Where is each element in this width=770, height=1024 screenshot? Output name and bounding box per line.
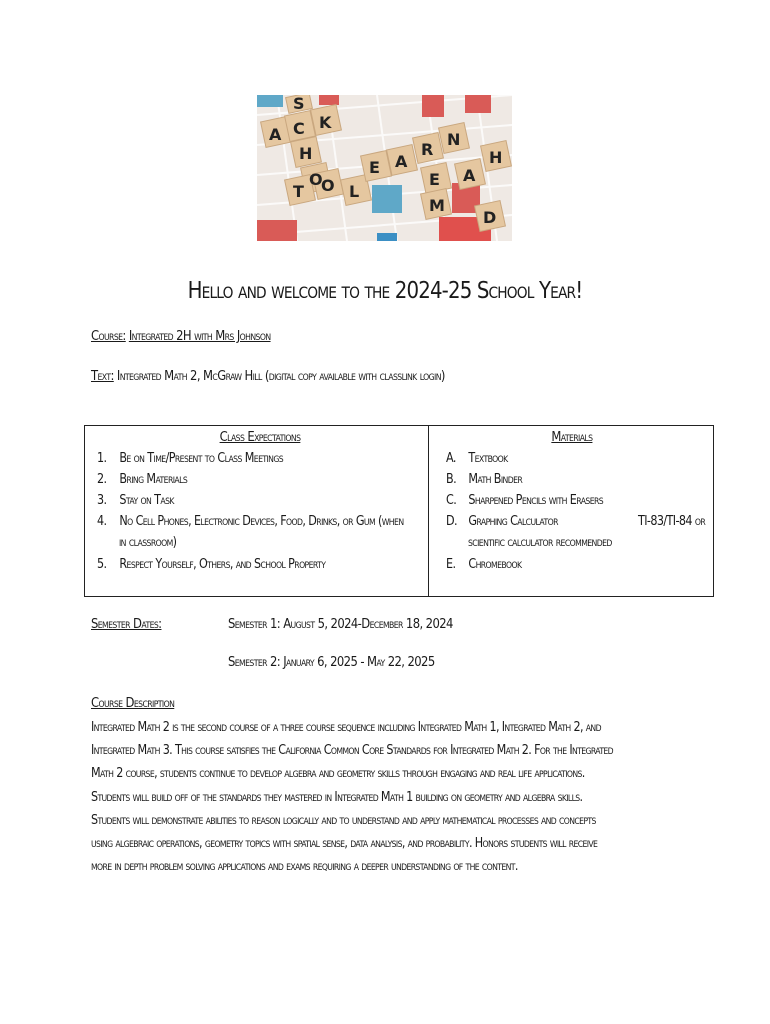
description-line: Students will demonstrate abilities to reason logically and to understand and apply mathematical processes and concepts	[91, 812, 596, 828]
expectations-materials-table	[84, 425, 714, 597]
expectation-item-5: 5. Respect Yourself, Others, and School Property	[97, 557, 326, 572]
table-divider	[428, 426, 429, 596]
expectation-item-4: 4. No Cell Phones, Electronic Devices, Food, Drinks, or Gum (when	[97, 514, 404, 529]
svg-text:N: N	[447, 130, 461, 149]
svg-text:K: K	[319, 113, 332, 132]
svg-text:A: A	[269, 125, 282, 144]
course-value: Integrated 2H with Mrs Johnson	[128, 328, 271, 344]
material-item-d-cont: scientific calculator recommended	[468, 535, 612, 550]
svg-text:E: E	[369, 158, 380, 177]
expectations-heading: Class Expectations	[219, 429, 301, 445]
material-item-a: A. Textbook	[446, 451, 508, 466]
expectation-item-3: 3. Stay on Task	[97, 493, 174, 508]
description-line: Integrated Math 3. This course satisfies the California Common Core Standards for Integrated Math 2. For the Integrated	[91, 743, 613, 759]
svg-text:D: D	[483, 208, 497, 227]
description-line: Students will build off of the standards they mastered in Integrated Math 1 building on geometry and algebra skills.	[91, 789, 583, 805]
svg-text:O: O	[309, 170, 323, 189]
svg-text:L: L	[349, 182, 360, 201]
svg-text:S: S	[293, 95, 305, 113]
text-value: Integrated Math 2, McGraw Hill (digital copy available with classlink login)	[116, 368, 445, 384]
svg-text:H: H	[299, 144, 313, 163]
svg-text:M: M	[429, 196, 445, 215]
text-label: Text:	[91, 368, 114, 384]
course-label: Course:	[91, 328, 126, 344]
page-title: Hello and welcome to the 2024-25 School Year!	[187, 278, 583, 304]
svg-text:C: C	[293, 119, 305, 138]
svg-text:A: A	[395, 152, 408, 171]
materials-heading: Materials	[551, 429, 593, 445]
svg-text:E: E	[429, 170, 440, 189]
description-heading: Course Description	[91, 695, 175, 711]
material-item-c: C. Sharpened Pencils with Erasers	[446, 493, 604, 508]
material-item-d-right: TI-83/TI-84 or	[638, 514, 706, 529]
material-item-e: E. Chromebook	[446, 557, 522, 572]
description-line: using algebraic operations, geometry topics with spatial sense, data analysis, and probability. Honors students will receive	[91, 836, 598, 852]
material-item-d: D. Graphing Calculator	[446, 514, 558, 529]
description-line: Math 2 course, students continue to develop algebra and geometry skills through engaging and real life applications.	[91, 766, 585, 782]
course-description	[91, 716, 659, 878]
description-line: Integrated Math 2 is the second course of a three course sequence including Integrated Math 1, Integrated Math 2, and	[91, 720, 601, 735]
hero-image-scrabble	[257, 95, 512, 241]
description-line: more in depth problem solving applications and exams requiring a deeper understanding of the content.	[91, 859, 518, 875]
svg-text:R: R	[421, 140, 434, 159]
expectation-item-1: 1. Be on Time/Present to Class Meetings	[97, 451, 284, 466]
course-line	[91, 328, 271, 344]
semester-label: Semester Dates:	[91, 616, 162, 632]
text-line	[91, 368, 445, 384]
expectation-item-4-cont: in classroom)	[119, 535, 177, 550]
svg-text:T: T	[293, 182, 304, 201]
material-item-b: B. Math Binder	[446, 472, 523, 487]
expectation-item-2: 2. Bring Materials	[97, 472, 188, 487]
svg-text:O: O	[321, 176, 335, 195]
semester-1: Semester 1: August 5, 2024-December 18, 2024	[228, 616, 453, 632]
semester-2: Semester 2: January 6, 2025 - May 22, 2025	[228, 654, 435, 670]
svg-text:A: A	[463, 166, 476, 185]
svg-text:H: H	[489, 148, 503, 167]
